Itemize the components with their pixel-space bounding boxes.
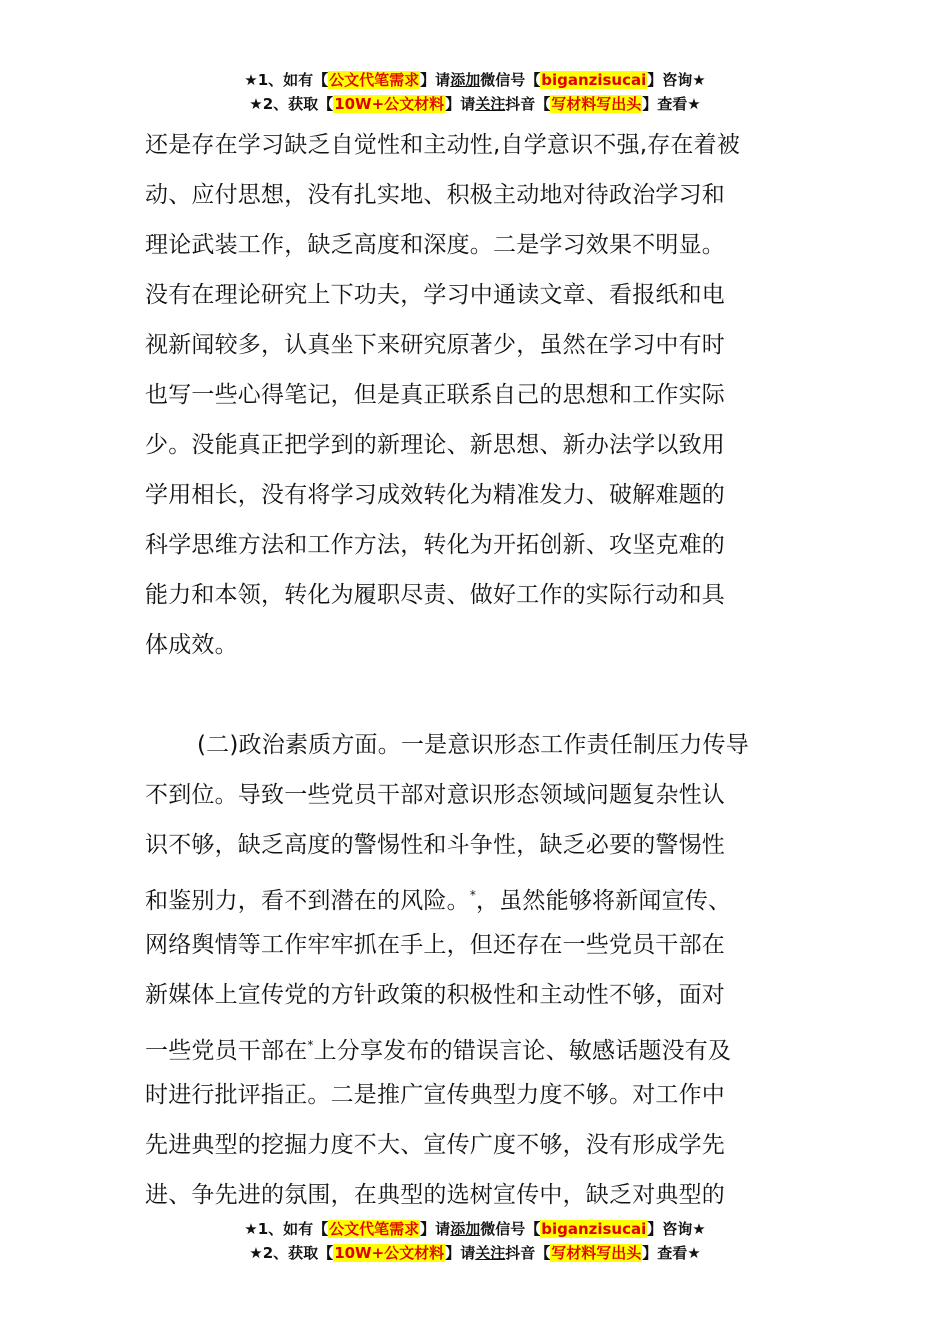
douyin-id-highlight: 写材料写出头 bbox=[551, 95, 642, 113]
banner-text: ★1、如有【 bbox=[244, 71, 329, 89]
banner-underlined-text: 关注 bbox=[475, 1244, 506, 1262]
paragraph-line: 少。没能真正把学到的新理论、新思想、新办法学以致用 bbox=[145, 432, 725, 458]
banner-underlined-text: 添加 bbox=[450, 1220, 481, 1238]
banner-text: 】请 bbox=[420, 71, 451, 89]
paragraph-line: 没有在理论研究上下功夫，学习中通读文章、看报纸和电 bbox=[145, 282, 725, 308]
paragraph-line bbox=[145, 1020, 807, 1070]
header-banner-line-1 bbox=[0, 68, 950, 92]
banner-text: 】请 bbox=[445, 1244, 476, 1262]
service-highlight: 公文代笔需求 bbox=[329, 1220, 420, 1238]
paragraph-line: 动、应付思想，没有扎实地、积极主动地对待政治学习和 bbox=[145, 182, 725, 208]
paragraph-line: 新媒体上宣传党的方针政策的积极性和主动性不够，面对 bbox=[145, 982, 725, 1008]
document-body bbox=[145, 120, 807, 1220]
banner-text: 】咨询★ bbox=[647, 1220, 706, 1238]
banner-underlined-text: 添加 bbox=[450, 71, 481, 89]
paragraph-text: 和鉴别力，看不到潜在的风险。 bbox=[145, 888, 470, 914]
banner-text: 】请 bbox=[420, 1220, 451, 1238]
paragraph-line: 进、争先进的氛围，在典型的选树宣传中，缺乏对典型的 bbox=[145, 1182, 725, 1208]
paragraph-line: 能力和本领，转化为履职尽责、做好工作的实际行动和具 bbox=[145, 582, 725, 608]
banner-text: 抖音【 bbox=[505, 1244, 551, 1262]
materials-highlight: 10W+公文材料 bbox=[334, 95, 445, 113]
redaction-mark: * bbox=[469, 888, 477, 902]
service-highlight: 公文代笔需求 bbox=[329, 71, 420, 89]
footer-banner-line-2 bbox=[0, 1241, 950, 1265]
banner-text: 】查看★ bbox=[642, 1244, 701, 1262]
paragraph-line: 视新闻较多，认真坐下来研究原著少，虽然在学习中有时 bbox=[145, 332, 725, 358]
paragraph-line: 时进行批评指正。二是推广宣传典型力度不够。对工作中 bbox=[145, 1082, 725, 1108]
paragraph-line: 也写一些心得笔记，但是真正联系自己的思想和工作实际 bbox=[145, 382, 725, 408]
paragraph-line: 学用相长，没有将学习成效转化为精准发力、破解难题的 bbox=[145, 482, 725, 508]
banner-text: 微信号【 bbox=[480, 71, 541, 89]
redaction-mark: * bbox=[307, 1038, 314, 1052]
banner-text: ★1、如有【 bbox=[244, 1220, 329, 1238]
header-banner bbox=[0, 68, 950, 116]
banner-text: 】请 bbox=[445, 95, 476, 113]
paragraph-line: 理论武装工作，缺乏高度和深度。二是学习效果不明显。 bbox=[145, 232, 725, 258]
wechat-id-highlight: biganzisucai bbox=[541, 1220, 647, 1238]
paragraph-line: 还是存在学习缺乏自觉性和主动性,自学意识不强,存在着被 bbox=[145, 132, 741, 158]
footer-banner-line-1 bbox=[0, 1217, 950, 1241]
banner-text: 】查看★ bbox=[642, 95, 701, 113]
paragraph-line: 识不够，缺乏高度的警惕性和斗争性，缺乏必要的警惕性 bbox=[145, 832, 725, 858]
paragraph-line: 不到位。导致一些党员干部对意识形态领域问题复杂性认 bbox=[145, 782, 725, 808]
banner-text: 】咨询★ bbox=[647, 71, 706, 89]
footer-banner bbox=[0, 1217, 950, 1265]
header-banner-line-2 bbox=[0, 92, 950, 116]
douyin-id-highlight: 写材料写出头 bbox=[551, 1244, 642, 1262]
section-heading-line: (二)政治素质方面。一是意识形态工作责任制压力传导 bbox=[197, 732, 749, 758]
wechat-id-highlight: biganzisucai bbox=[541, 71, 647, 89]
paragraph-line: 科学思维方法和工作方法，转化为开拓创新、攻坚克难的 bbox=[145, 532, 725, 558]
banner-text: 抖音【 bbox=[505, 95, 551, 113]
banner-text: ★2、获取【 bbox=[249, 1244, 334, 1262]
paragraph-line: 网络舆情等工作牢牢抓在手上，但还存在一些党员干部在 bbox=[145, 932, 725, 958]
materials-highlight: 10W+公文材料 bbox=[334, 1244, 445, 1262]
paragraph-spacer bbox=[145, 670, 807, 720]
paragraph-line bbox=[145, 870, 807, 920]
banner-text: ★2、获取【 bbox=[249, 95, 334, 113]
paragraph-line: 先进典型的挖掘力度不大、宣传广度不够，没有形成学先 bbox=[145, 1132, 725, 1158]
banner-underlined-text: 关注 bbox=[475, 95, 506, 113]
paragraph-text: 一些党员干部在 bbox=[145, 1038, 308, 1064]
banner-text: 微信号【 bbox=[480, 1220, 541, 1238]
paragraph-text: ，虽然能够将新闻宣传、 bbox=[476, 888, 732, 914]
paragraph-line: 体成效。 bbox=[145, 632, 238, 658]
paragraph-text: 上分享发布的错误言论、敏感话题没有及 bbox=[313, 1038, 732, 1064]
